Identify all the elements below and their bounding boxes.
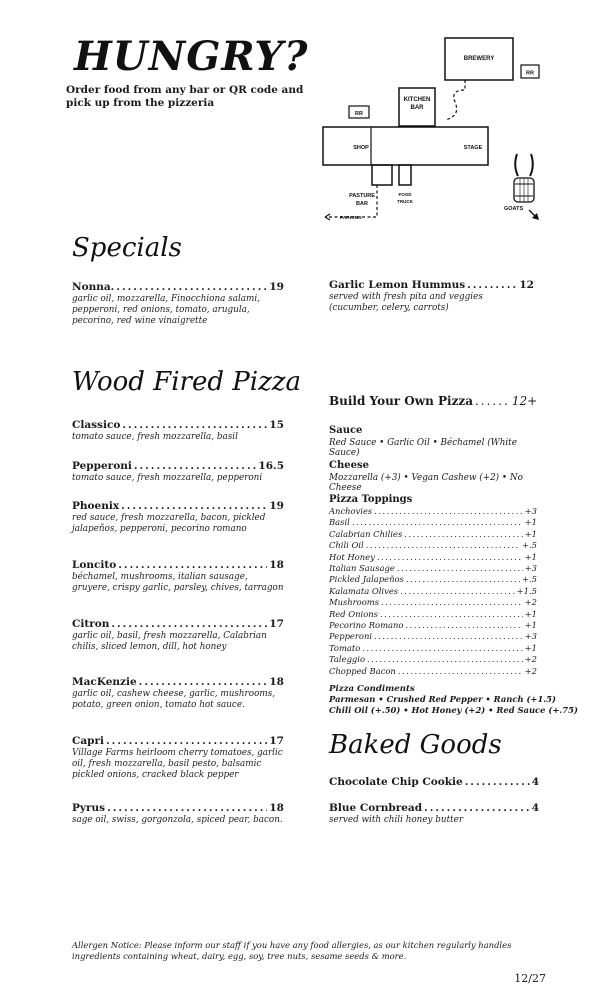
item-description: tomato sauce, fresh mozzarella, pepperoni	[72, 473, 263, 483]
condiments-line-1: Parmesan • Crushed Red Pepper • Ranch (+1.5)	[329, 694, 556, 704]
item-price: 18	[269, 802, 284, 814]
item-name: Garlic Lemon Hummus	[329, 279, 466, 291]
leader-dots	[106, 735, 267, 747]
pasture-bar-label: BAR	[356, 201, 368, 207]
topping-price: +1	[524, 551, 537, 562]
topping-row	[329, 529, 537, 540]
item-name: Loncito	[72, 559, 117, 571]
leader-dots	[121, 500, 267, 512]
item-name: MacKenzie	[72, 676, 137, 688]
pizza-item-pyrus	[72, 802, 284, 826]
baked-goods-title: Baked Goods	[329, 730, 502, 760]
item-name: Phoenix	[72, 500, 120, 512]
topping-name: Chopped Bacon	[329, 665, 396, 676]
special-item-header	[72, 281, 284, 293]
condiments-line-2: Chili Oil (+.50) • Hot Honey (+2) • Red Sauce (+.75)	[329, 705, 578, 715]
item-description: served with chili honey butter	[329, 815, 464, 825]
item-price: 15	[269, 419, 284, 431]
pizza-item-pepperoni	[72, 460, 284, 484]
shop-label: SHOP	[353, 145, 369, 151]
topping-name: Chili Oil	[329, 540, 364, 551]
topping-name: Hot Honey	[329, 551, 375, 562]
leader-dots	[374, 506, 522, 517]
item-price: 16.5	[258, 460, 284, 472]
leader-dots: ......	[474, 394, 510, 408]
leader-dots	[467, 279, 517, 291]
brewery-label: BREWERY	[463, 56, 495, 62]
leader-dots	[381, 597, 523, 608]
topping-name: Kalamata Olives	[329, 585, 399, 596]
pasture-bar-building	[372, 165, 392, 185]
topping-name: Pickled Jalapeños	[329, 574, 404, 585]
specials-title: Specials	[72, 233, 182, 263]
item-name: Capri	[72, 735, 105, 747]
topping-name: Anchovies	[329, 506, 373, 516]
item-description: Village Farms heirloom cherry tomatoes, garlic oil, fresh mozzarella, basil pesto, balsamic pickled onions, cracked black pepper	[72, 748, 283, 780]
item-name: Blue Cornbread	[329, 802, 423, 814]
venue-map-graphic	[315, 30, 555, 225]
restroom-label-1: RR	[526, 70, 534, 77]
pizza-item-phoenix	[72, 500, 284, 535]
baked-item-cookie	[329, 776, 539, 788]
topping-price: +2	[524, 654, 537, 665]
item-name: Classico	[72, 419, 121, 431]
leader-dots	[107, 802, 267, 814]
item-price: 19	[269, 500, 284, 512]
leader-dots	[424, 802, 530, 814]
topping-name: Red Onions	[329, 608, 378, 619]
leader-dots	[118, 559, 267, 571]
pizza-item-classico	[72, 419, 284, 443]
item-price: 12	[519, 279, 534, 291]
page-title: HUNGRY?	[74, 33, 309, 80]
item-price: 19	[269, 281, 284, 293]
food-label: FOOD	[398, 192, 412, 197]
topping-name: Taleggio	[329, 654, 366, 665]
topping-price: +3	[524, 506, 537, 516]
byo-price: 12+	[511, 394, 538, 408]
parking-label: PARKING	[340, 216, 362, 221]
topping-row	[329, 517, 537, 528]
topping-name: Italian Sausage	[329, 563, 395, 574]
leader-dots	[116, 281, 267, 293]
sauce-list: Red Sauce • Garlic Oil • Béchamel (White Sauce)	[329, 438, 517, 458]
item-description: garlic oil, mozzarella, Finocchiona salami, pepperoni, red onions, tomato, arugula, pecorino, red wine vinaigrette	[72, 294, 260, 326]
leader-dots	[362, 643, 522, 654]
topping-row	[329, 609, 537, 620]
topping-row	[329, 540, 537, 551]
leader-dots	[380, 609, 523, 620]
topping-name: Pepperoni	[329, 631, 373, 642]
topping-row	[329, 654, 537, 665]
item-price: 4	[531, 776, 539, 788]
topping-price: +3	[524, 563, 537, 574]
item-description: sage oil, swiss, gorgonzola, spiced pear, bacon.	[72, 815, 283, 825]
goat-barrel-icon	[514, 154, 534, 202]
item-name: Chocolate Chip Cookie	[329, 776, 463, 788]
leader-dots	[122, 419, 267, 431]
page-number: 12/27	[514, 972, 546, 985]
item-description: garlic oil, basil, fresh mozzarella, Calabrian chilis, sliced lemon, dill, hot honey	[72, 631, 267, 652]
leader-dots	[465, 776, 530, 788]
leader-dots	[366, 540, 520, 551]
topping-price: +1	[524, 620, 537, 631]
item-name: Pepperoni	[72, 460, 132, 472]
topping-row	[329, 563, 537, 574]
item-price: 17	[269, 735, 284, 747]
goats-label: GOATS	[504, 206, 524, 212]
condiments	[329, 684, 578, 716]
topping-price: +.5	[521, 574, 537, 585]
leader-dots	[367, 654, 523, 665]
leader-dots	[111, 618, 267, 630]
topping-price: +.5	[521, 540, 537, 551]
pizza-item-citron	[72, 618, 284, 653]
byo-name: Build Your Own Pizza	[329, 394, 473, 408]
pasture-label: PASTURE	[349, 193, 375, 199]
leader-dots	[397, 563, 523, 574]
path-parking	[325, 185, 377, 217]
kitchen-bar-label: BAR	[410, 105, 424, 111]
leader-dots	[400, 586, 515, 597]
sauce-title: Sauce	[329, 425, 363, 436]
item-description: tomato sauce, fresh mozzarella, basil	[72, 432, 238, 442]
topping-row	[329, 643, 537, 654]
baked-item-cornbread	[329, 802, 539, 826]
leader-dots	[139, 676, 268, 688]
venue-map	[315, 30, 555, 225]
leader-dots	[405, 620, 522, 631]
path-brewery	[445, 80, 465, 120]
allergen-notice: Allergen Notice: Please inform our staff if you have any food allergies, as our kitchen regularly handles ingredients containing wheat, dairy, egg, soy, tree nuts, sesame seeds & more.	[72, 940, 512, 961]
leader-dots	[134, 460, 257, 472]
topping-row	[329, 620, 537, 631]
item-description: béchamel, mushrooms, italian sausage, gruyere, crispy garlic, parsley, chives, tarragon	[72, 572, 284, 593]
item-name: Citron	[72, 618, 110, 630]
restroom-label-2: RR	[355, 111, 363, 117]
condiments-title: Pizza Condiments	[329, 684, 415, 694]
topping-name: Mushrooms	[329, 597, 379, 608]
topping-row	[329, 506, 537, 517]
topping-row	[329, 666, 537, 677]
topping-name: Calabrian Chilies	[329, 528, 403, 539]
topping-price: +1	[524, 608, 537, 619]
topping-price: +1	[524, 642, 537, 653]
leader-dots	[406, 574, 520, 585]
topping-row	[329, 597, 537, 608]
topping-name: Pecorino Romano	[329, 620, 404, 631]
topping-price: +2	[524, 597, 537, 608]
build-your-own-section	[329, 394, 539, 408]
topping-row	[329, 574, 537, 585]
item-price: 17	[269, 618, 284, 630]
topping-row	[329, 631, 537, 642]
pizza-title: Wood Fired Pizza	[72, 367, 301, 397]
topping-row	[329, 586, 537, 597]
stage-label: STAGE	[463, 145, 483, 151]
pizza-item-loncito	[72, 559, 284, 594]
leader-dots	[377, 552, 523, 563]
pizza-item-capri	[72, 735, 284, 781]
cheese-list: Mozzarella (+3) • Vegan Cashew (+2) • No Cheese	[329, 473, 523, 493]
topping-name: Tomato	[329, 642, 361, 653]
topping-price: +3	[524, 631, 537, 642]
item-description: served with fresh pita and veggies (cucumber, celery, carrots)	[329, 292, 483, 313]
topping-price: +1.5	[516, 585, 537, 596]
truck-label: TRUCK	[397, 199, 413, 204]
item-description: garlic oil, cashew cheese, garlic, mushrooms, potato, green onion, tomato hot sauce.	[72, 689, 276, 710]
item-price: 18	[269, 559, 284, 571]
toppings-title: Pizza Toppings	[329, 494, 413, 505]
leader-dots	[352, 517, 523, 528]
special-item-nonna	[72, 281, 284, 327]
cheese-title: Cheese	[329, 460, 369, 471]
order-instructions: Order food from any bar or QR code and pick up from the pizzeria	[66, 84, 304, 109]
item-description: red sauce, fresh mozzarella, bacon, pickled jalapeños, pepperoni, pecorino romano	[72, 513, 266, 534]
item-name: Pyrus	[72, 802, 106, 814]
item-name: Nonna.	[72, 281, 115, 293]
special-item-hummus	[329, 279, 534, 314]
special-item-header	[329, 279, 534, 291]
food-truck-building	[399, 165, 411, 185]
topping-price: +1	[524, 528, 537, 539]
topping-list	[329, 494, 537, 677]
kitchen-label: KITCHEN	[403, 97, 431, 103]
leader-dots	[404, 529, 522, 540]
sauce-options	[329, 425, 539, 458]
topping-price: +1	[524, 517, 537, 528]
item-price: 4	[531, 802, 539, 814]
leader-dots	[374, 631, 523, 642]
byo-header	[329, 394, 539, 408]
topping-price: +2	[524, 665, 537, 676]
topping-name: Basil	[329, 517, 350, 528]
leader-dots	[398, 666, 523, 677]
cheese-options	[329, 460, 539, 493]
pizza-item-mackenzie	[72, 676, 284, 711]
topping-row	[329, 552, 537, 563]
item-price: 18	[269, 676, 284, 688]
